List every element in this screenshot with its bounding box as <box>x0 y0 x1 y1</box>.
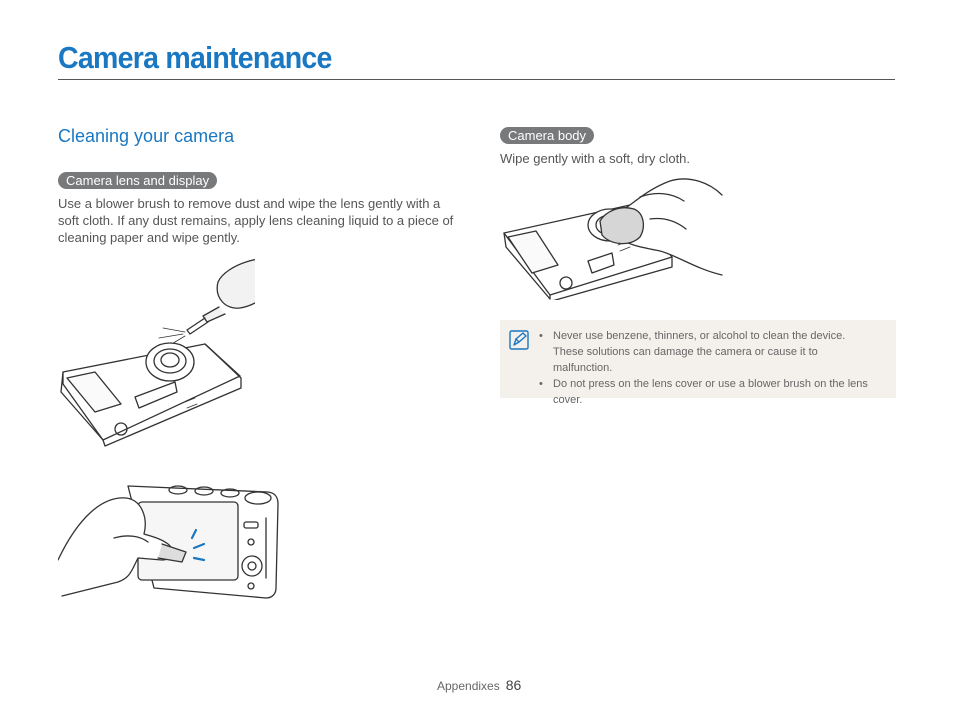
note-pencil-icon <box>509 330 529 350</box>
blower-brush-icon <box>187 254 255 334</box>
display-wiping-illustration <box>58 478 280 600</box>
lens-display-text: Use a blower brush to remove dust and wipe the lens gently with a soft cloth. If any dust remains, apply lens cleaning liquid to a piece of cleaning paper and wipe gently. <box>58 196 454 245</box>
note-list <box>538 328 878 408</box>
footer-section-label: Appendixes <box>437 679 500 693</box>
bullet-dot: • <box>539 378 543 390</box>
bullet-dot: • <box>539 330 543 342</box>
pill-camera-body: Camera body <box>500 127 594 144</box>
body-wiping-illustration <box>500 175 725 300</box>
blower-cleaning-illustration <box>55 252 255 447</box>
note-box <box>500 320 896 406</box>
title-rule <box>58 79 895 80</box>
page-number: 86 <box>505 677 522 693</box>
camera-body-text: Wipe gently with a soft, dry cloth. <box>500 151 691 166</box>
note-item: • Never use benzene, thinners, or alcohol to clean the device. These solutions can damage the camera or cause it to malfunction. <box>539 330 846 374</box>
note-item: • Do not press on the lens cover or use a blower brush on the lens cover. <box>539 378 868 406</box>
page-title: Camera maintenance <box>58 40 332 75</box>
camera-icon <box>61 343 241 446</box>
page-footer <box>437 677 521 695</box>
section-heading: Cleaning your camera <box>58 126 235 146</box>
pill-lens-display: Camera lens and display <box>58 172 217 189</box>
